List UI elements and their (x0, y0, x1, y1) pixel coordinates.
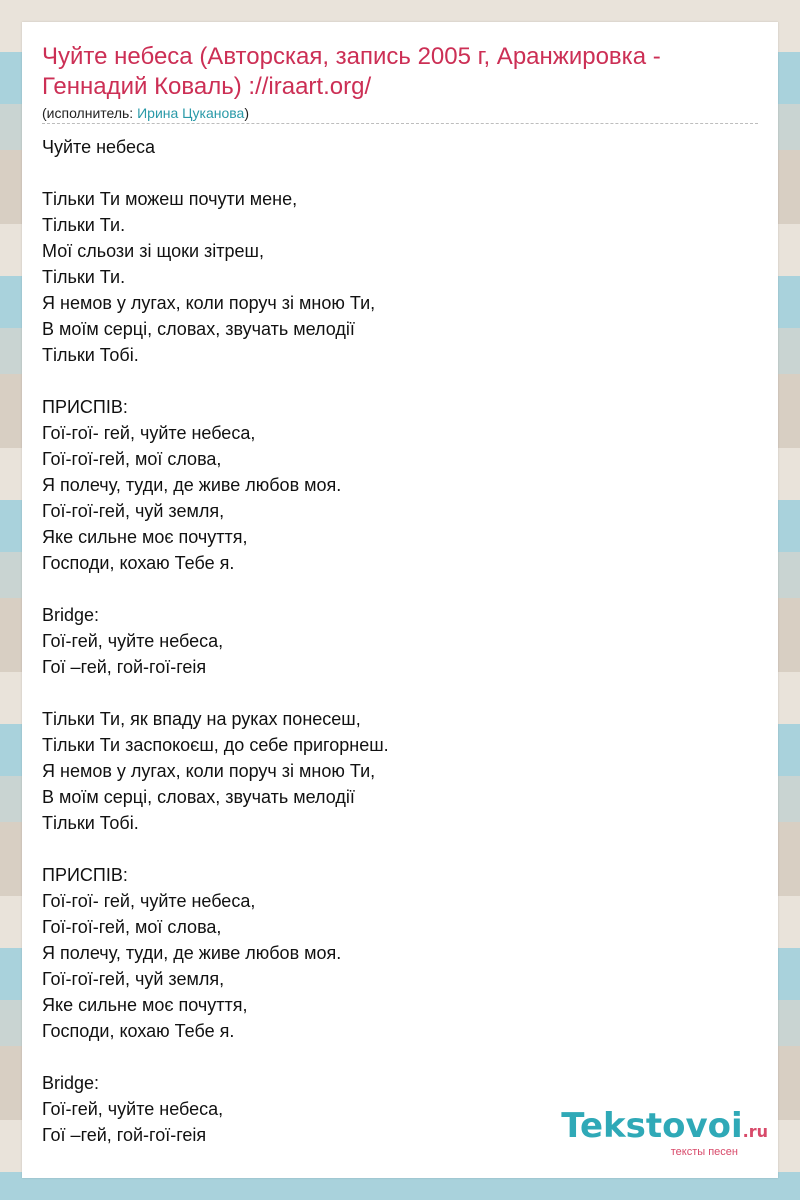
lyric-line (42, 576, 758, 602)
performer-line (42, 104, 249, 122)
lyric-line: Гої-гої-гей, мої слова, (42, 917, 222, 937)
lyric-line: Тільки Тобі. (42, 345, 139, 365)
divider (42, 123, 758, 124)
lyric-line: Гої-гей, чуйте небеса, (42, 1099, 224, 1119)
site-logo[interactable] (561, 1108, 768, 1158)
lyric-line: Гої –гей, гой-гої-геія (42, 1125, 207, 1145)
performer-link[interactable]: Ирина Цуканова (137, 105, 245, 121)
lyric-line: Гої-гої- гей, чуйте небеса, (42, 423, 256, 443)
lyric-line: ПРИСПІВ: (42, 865, 128, 885)
performer-prefix: (исполнитель: (42, 105, 138, 121)
performer-suffix: ) (244, 105, 250, 121)
lyric-line: Bridge: (42, 605, 100, 625)
lyric-line: Яке сильне моє почуття, (42, 527, 248, 547)
lyric-line: Тільки Ти. (42, 215, 126, 235)
lyric-line: Господи, кохаю Тебе я. (42, 1021, 235, 1041)
lyric-line: Тільки Ти, як впаду на руках понесеш, (42, 709, 361, 729)
logo-tagline: тексты песен (670, 1146, 738, 1158)
lyric-line: В моїм серці, словах, звучать мелодії (42, 787, 355, 807)
lyric-line (42, 836, 758, 862)
lyric-line: Чуйте небеса (42, 137, 155, 157)
lyric-line: Гої-гей, чуйте небеса, (42, 631, 224, 651)
lyric-line: Тільки Тобі. (42, 813, 139, 833)
lyric-line: Тільки Ти. (42, 267, 126, 287)
lyrics-text (42, 134, 758, 1148)
lyric-line: В моїм серці, словах, звучать мелодії (42, 319, 355, 339)
lyric-line: Гої-гої-гей, чуй земля, (42, 969, 225, 989)
logo-tld: .ru (742, 1122, 768, 1141)
lyric-line: Господи, кохаю Тебе я. (42, 553, 235, 573)
lyric-line: Гої-гої-гей, мої слова, (42, 449, 222, 469)
song-title: Чуйте небеса (Авторская, запись 2005 г, Аранжировка - Геннадий Коваль) ://iraart.org/ (42, 43, 661, 100)
lyric-line: Яке сильне моє почуття, (42, 995, 248, 1015)
lyric-line: Тільки Ти заспокоєш, до себе пригорнеш. (42, 735, 389, 755)
lyrics-card (22, 22, 778, 1178)
lyric-line: Тільки Ти можеш почути мене, (42, 189, 298, 209)
lyric-line: Я полечу, туди, де живе любов моя. (42, 475, 342, 495)
lyric-line (42, 368, 758, 394)
lyric-line: Гої-гої- гей, чуйте небеса, (42, 891, 256, 911)
lyric-line: Гої-гої-гей, чуй земля, (42, 501, 225, 521)
lyric-line: Bridge: (42, 1073, 100, 1093)
lyric-line: Гої –гей, гой-гої-геія (42, 657, 207, 677)
lyric-line: Я немов у лугах, коли поруч зі мною Ти, (42, 761, 376, 781)
lyric-line: Я полечу, туди, де живе любов моя. (42, 943, 342, 963)
lyric-line (42, 160, 758, 186)
lyric-line: ПРИСПІВ: (42, 397, 128, 417)
logo-name: Tekstovoi (561, 1106, 743, 1146)
lyric-line (42, 1044, 758, 1070)
lyric-line (42, 680, 758, 706)
lyric-line: Мої сльози зі щоки зітреш, (42, 241, 264, 261)
lyric-line: Я немов у лугах, коли поруч зі мною Ти, (42, 293, 376, 313)
